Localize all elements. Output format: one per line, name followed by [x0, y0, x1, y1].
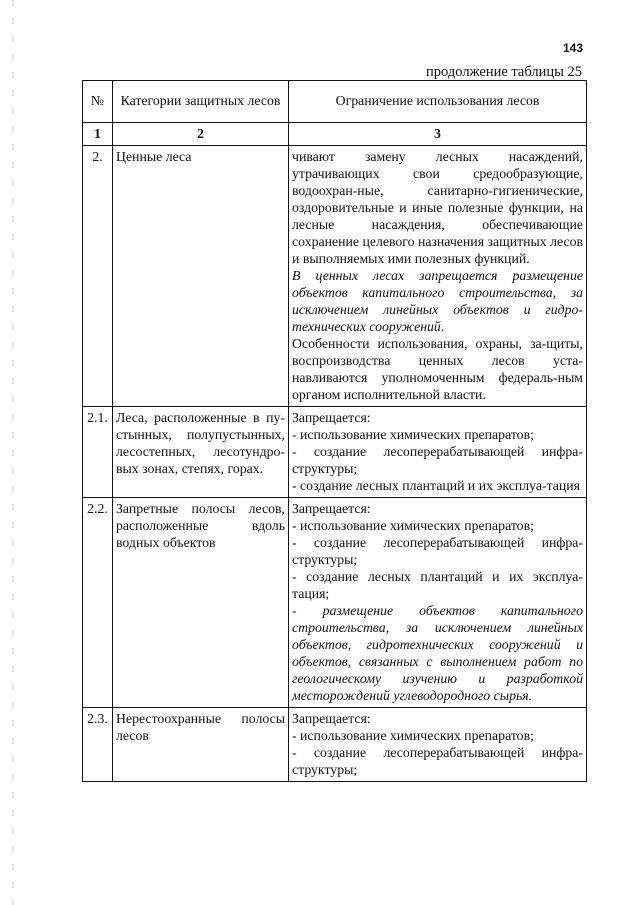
row-limitations: [289, 146, 587, 407]
header-number: №: [83, 81, 113, 123]
row-category: Ценные леса: [113, 146, 289, 407]
limitation-paragraph: - использование химических препаратов;: [292, 518, 534, 533]
restrictions-table: [82, 80, 587, 782]
row-category: Нерестоохранные полосы лесов: [113, 708, 289, 782]
limitation-paragraph: - использование химических препаратов;: [292, 728, 534, 743]
limitation-paragraph: Особенности использования, охраны, за-щиты, воспроизводства ценных лесов уста-навливаются уполномоченным федераль-ным органом исполнительной власти.: [292, 336, 583, 402]
row-number: 2.1.: [83, 407, 113, 498]
limitation-paragraph: В ценных лесах запрещается размещение объектов капитального строительства, за исключением линейных объектов и гидро-технических сооружений.: [292, 268, 583, 334]
limitation-paragraph: - размещение объектов капитального строительства, за исключением линейных объектов, гидротехнических сооружений и объектов, связанных с выполнением работ по геологическому изучению и разработкой месторождений углеводородного сырья.: [292, 603, 583, 703]
limitation-paragraph: чивают замену лесных насаждений, утрачивающих свои средообразующие, водоохран-ные, санитарно-гигиенические, оздоровительные и иные полезные функции, на лесные насаждения, обеспечивающие сохранение целевого назначения защитных лесов и выполняемых ими полезных функций.: [292, 149, 583, 266]
table-continuation-label: продолжение таблицы 25: [426, 64, 582, 80]
row-number: 2.3.: [83, 708, 113, 782]
row-category: Леса, расположенные в пу-стынных, полупустынных, лесостепных, лесотундро-вых зонах, степях, горах.: [113, 407, 289, 498]
column-number-1: 1: [83, 123, 113, 146]
limitation-paragraph: - создание лесоперерабатывающей инфра-структуры;: [292, 444, 583, 476]
scan-edge-marks: [12, 0, 14, 905]
row-limitations: [289, 498, 587, 708]
table-header-row: [83, 81, 587, 123]
limitation-paragraph: - создание лесоперерабатывающей инфра-структуры;: [292, 535, 583, 567]
row-category: Запретные полосы лесов, расположенные вдоль водных объектов: [113, 498, 289, 708]
table-body: [83, 146, 587, 782]
limitation-paragraph: Запрещается:: [292, 711, 371, 726]
table-row: [83, 146, 587, 407]
limitation-paragraph: Запрещается:: [292, 410, 371, 425]
table-row: [83, 498, 587, 708]
row-limitations: [289, 407, 587, 498]
header-limitation: Ограничение использования лесов: [289, 81, 587, 123]
page-number: 143: [563, 41, 584, 55]
table-row: [83, 708, 587, 782]
row-number: 2.: [83, 146, 113, 407]
limitation-paragraph: - создание лесных плантаций и их эксплуа-тация;: [292, 569, 583, 601]
limitation-paragraph: - использование химических препаратов;: [292, 427, 534, 442]
row-limitations: [289, 708, 587, 782]
row-number: 2.2.: [83, 498, 113, 708]
header-category: Категории защитных лесов: [113, 81, 289, 123]
limitation-paragraph: Запрещается:: [292, 501, 371, 516]
limitation-paragraph: - создание лесоперерабатывающей инфра-структуры;: [292, 745, 583, 777]
column-numbers-row: [83, 123, 587, 146]
limitation-paragraph: - создание лесных плантаций и их эксплуа-тация: [292, 478, 581, 493]
table-row: [83, 407, 587, 498]
column-number-3: 3: [289, 123, 587, 146]
column-number-2: 2: [113, 123, 289, 146]
